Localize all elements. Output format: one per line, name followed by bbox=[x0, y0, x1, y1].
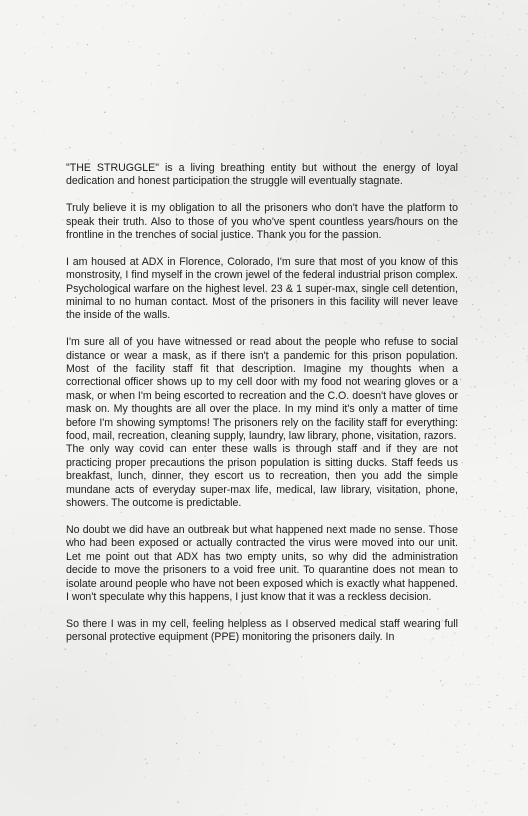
paragraph: No doubt we did have an outbreak but what happened next made no sense. Those who had been exposed or actually contracted the virus were moved into our unit. Let me point out that ADX has two empty units, so why did the administration decide to move the prisoners to a void free unit. To quarantine does not mean to isolate around people who have not been exposed which is exactly what happened. I won't speculate why this happens, I just know that it was a reckless decision. bbox=[66, 523, 458, 603]
paragraph: "THE STRUGGLE" is a living breathing entity but without the energy of loyal dedication and honest participation the struggle will eventually stagnate. bbox=[66, 162, 458, 188]
paragraph: I am housed at ADX in Florence, Colorado, I'm sure that most of you know of this monstrosity, I find myself in the crown jewel of the federal industrial prison complex. Psychological warfare on the highest level. 23 & 1 super-max, single cell detention, minimal to no human contact. Most of the prisoners in this facility will never leave the inside of the walls. bbox=[66, 255, 458, 322]
paragraph: So there I was in my cell, feeling helpless as I observed medical staff wearing full personal protective equipment (PPE) monitoring the prisoners daily. In bbox=[66, 617, 458, 644]
paragraph: The only way covid can enter these walls is through staff and if they are not practicing proper precautions the prison population is sitting ducks. Staff feeds us breakfast, lunch, dinner, they escort us to recreation, then you add the simple mundane acts of everyday super-max life, medical, law library, visitation, phone, showers. The outcome is predictable. bbox=[66, 443, 458, 510]
paragraph: I'm sure all of you have witnessed or read about the people who refuse to social distance or wear a mask, as if there isn't a pandemic for this prison population. Most of the facility staff fit that description. Imagine my thoughts when a correctional officer shows up to my cell door with my food not wearing gloves or a mask, or when I'm being escorted to recreation and the C.O. doesn't have gloves or mask on. My thoughts are all over the place. In my mind it's only a matter of time before I'm showing symptoms! The prisoners rely on the facility staff for everything: food, mail, recreation, cleaning supply, laundry, law library, phone, visitation, razors. bbox=[66, 336, 458, 443]
letter-body bbox=[66, 162, 458, 658]
paragraph: Truly believe it is my obligation to all the prisoners who don't have the platform to speak their truth. Also to those of you who've spent countless years/hours on the frontline in the trenches of social justice. Thank you for the passion. bbox=[66, 202, 458, 242]
